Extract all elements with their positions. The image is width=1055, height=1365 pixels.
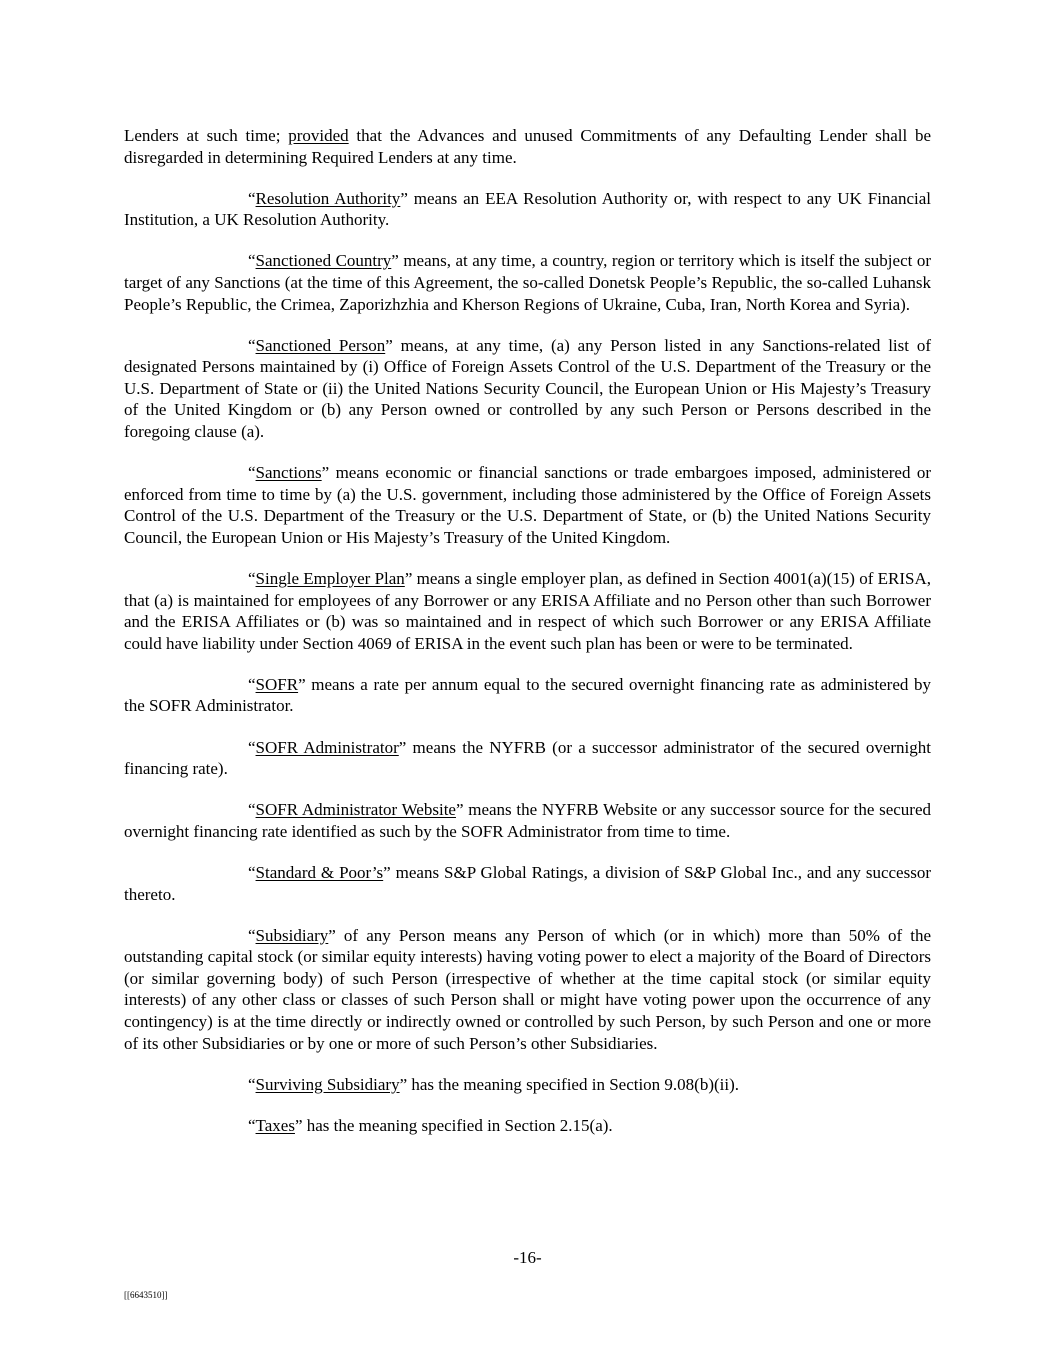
open-quote: “ [248,925,256,945]
definition-text: ” means S&P Global Ratings, a division of S&P Global Inc., and any successor thereto. [124,862,931,904]
open-quote: “ [248,463,256,483]
open-quote: “ [248,674,256,694]
open-quote: “ [248,188,256,208]
definition-text: ” means economic or financial sanctions or trade embargoes imposed, administered or enforced from time to time by (a) the U.S. government, including those administered by the Office of Foreign Assets Control of the U.S. Department of the Treasury or the U.S. Department of State, or (b) the United Nations Security Council, the European Union or His Majesty’s Treasury of the United Kingdom. [124,463,931,547]
defined-term: provided [288,126,349,145]
defined-term: Surviving Subsidiary [255,1074,400,1094]
document-id: [[6643510]] [124,1290,168,1300]
definition-sofr [124,674,931,717]
open-quote: “ [248,800,256,820]
defined-term: Single Employer Plan [255,569,405,588]
definition-text: ” of any Person means any Person of which (or in which) more than 50% of the outstanding capital stock (or similar equity interests) having voting power to elect a majority of the Board of Directors (or similar governing body) of such Person (irrespective of whether at the time capital stock (or similar equity interests) of any other class or classes of such Person shall or might have voting power upon the occurrence of any contingency) is at the time directly or indirectly owned or controlled by such Person, by such Person and one or more of its other Subsidiaries or by one or more of such Person’s other Subsidiaries. [124,925,931,1053]
defined-term: Sanctioned Country [255,251,392,271]
definition-surviving-subsidiary [124,1074,931,1096]
open-quote: “ [248,862,256,882]
definition-sanctioned-person [124,335,931,443]
definition-sofr-administrator [124,737,931,780]
paragraph-required-lenders-continued [124,125,931,168]
definition-text: ” means a rate per annum equal to the secured overnight financing rate as administered by the SOFR Administrator. [124,674,931,716]
open-quote: “ [248,1074,256,1094]
open-quote: “ [248,1115,256,1135]
definition-text: ” has the meaning specified in Section 2.15(a). [294,1115,613,1135]
definition-sanctions [124,462,931,548]
definition-sanctioned-country [124,250,931,315]
definition-text: ” means the NYFRB Website or any successor source for the secured overnight financing rate identified as such by the SOFR Administrator from time to time. [124,800,931,841]
defined-term: SOFR Administrator Website [255,800,456,820]
defined-term: Resolution Authority [255,188,401,208]
open-quote: “ [248,569,256,588]
definition-sofr-administrator-website [124,799,931,842]
definition-text: ” means, at any time, a country, region or territory which is itself the subject or target of any Sanctions (at the time of this Agreement, the so-called Donetsk People’s Republic, the so-called Luhansk People’s Republic, the Crimea, Zaporizhzhia and Kherson Regions of Ukraine, Cuba, Iran, North Korea and Syria). [124,251,931,314]
definition-text: ” means a single employer plan, as defined in Section 4001(a)(15) of ERISA, that (a) is maintained for employees of any Borrower or any ERISA Affiliate and no Person other than such Borrower and the ERISA Affiliates or (b) was so maintained and in respect of which such Borrower or any ERISA Affiliate could have liability under Section 4069 of ERISA in the event such plan has been or were to be terminated. [124,569,931,653]
definition-text: ” means the NYFRB (or a successor administrator of the secured overnight financing rate). [124,737,931,779]
definition-resolution-authority [124,188,931,231]
defined-term: Subsidiary [255,925,329,945]
definition-single-employer-plan [124,568,931,654]
definition-subsidiary [124,925,931,1055]
defined-term: Taxes [255,1115,295,1135]
definition-text: ” means, at any time, (a) any Person listed in any Sanctions-related list of designated Persons maintained by (i) Office of Foreign Assets Control of the U.S. Department of the Treasury or the U.S. Department of State or (ii) the United Nations Security Council, the European Union or His Majesty’s Treasury of the United Kingdom or (b) any Person owned or controlled by any such Person or Persons described in the foregoing clause (a). [124,335,931,442]
definition-taxes [124,1115,931,1137]
open-quote: “ [248,737,256,757]
open-quote: “ [248,335,256,355]
page-number: -16- [513,1248,542,1267]
definition-text: ” means an EEA Resolution Authority or, with respect to any UK Financial Institution, a UK Resolution Authority. [124,188,931,230]
open-quote: “ [248,251,256,271]
definition-text: that the Advances and unused Commitments of any Defaulting Lender shall be disregarded in determining Required Lenders at any time. [124,126,932,167]
pre-text: Lenders at such time; [124,126,289,145]
defined-term: Sanctioned Person [255,335,386,355]
defined-term: SOFR [255,674,299,694]
document-body [124,125,931,1156]
definition-text: ” has the meaning specified in Section 9.08(b)(ii). [399,1074,740,1094]
defined-term: SOFR Administrator [255,737,399,757]
defined-term: Sanctions [255,463,322,483]
defined-term: Standard & Poor’s [255,862,384,882]
definition-standard-and-poors [124,862,931,905]
